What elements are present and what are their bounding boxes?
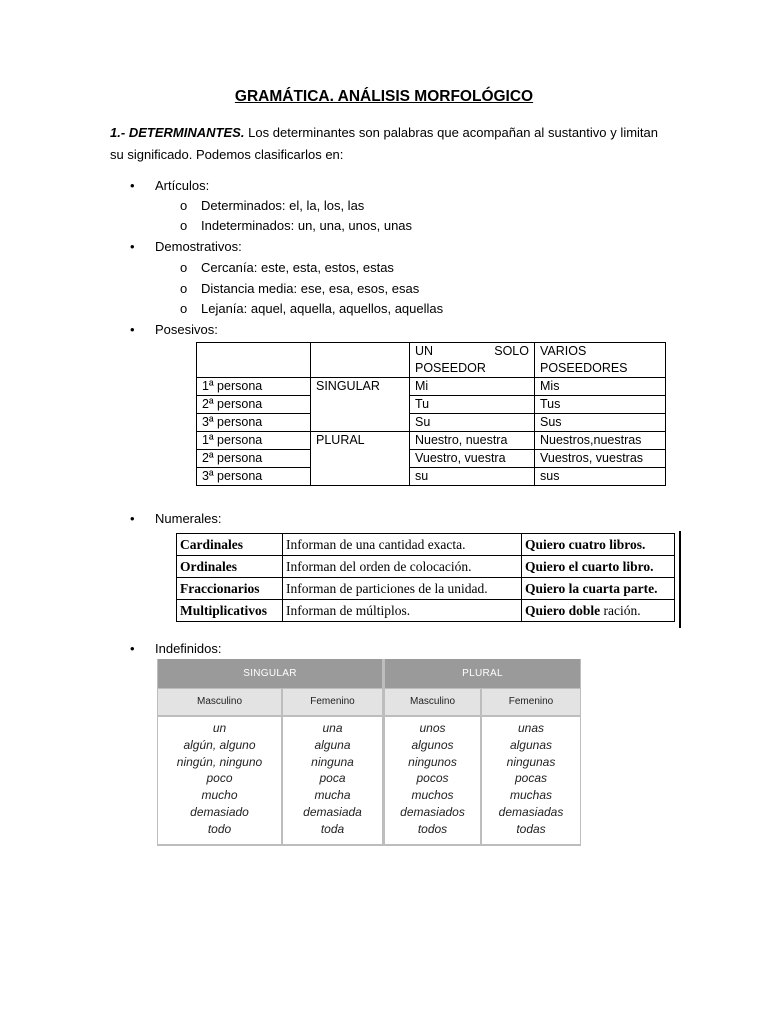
- bullet-icon: •: [130, 511, 135, 526]
- subheader-masculino: Masculino: [385, 689, 480, 715]
- header-line: [415, 343, 529, 360]
- sub-item-text: Lejanía: aquel, aquella, aquellos, aquellas: [201, 301, 444, 316]
- header-text: POSEEDOR: [415, 361, 486, 375]
- list-item: mucha: [314, 788, 351, 803]
- sub-item-text: Cercanía: este, esta, estos, estas: [201, 260, 394, 275]
- table-row: [177, 556, 675, 578]
- sub-item: [180, 259, 394, 277]
- table-row: [177, 600, 675, 622]
- table-cell: Cardinales: [177, 534, 283, 556]
- table-cell: Nuestro, nuestra: [410, 432, 535, 450]
- example-text: Quiero la cuarta parte.: [525, 581, 658, 596]
- subheader-masculino: Masculino: [158, 689, 281, 715]
- list-item: demasiadas: [498, 804, 564, 819]
- list-item: mucho: [201, 788, 238, 803]
- list-item: ninguna: [311, 754, 354, 769]
- example-text: Quiero cuatro libros.: [525, 537, 646, 552]
- sub-item-text: Indeterminados: un, una, unos, unas: [201, 218, 413, 233]
- table-cell: Sus: [535, 414, 666, 432]
- table-cell: Fraccionarios: [177, 578, 283, 600]
- list-item: algunos: [411, 737, 454, 752]
- sub-item: [180, 300, 443, 318]
- table-cell: Tus: [535, 396, 666, 414]
- subheader-femenino: Femenino: [482, 689, 580, 715]
- example-text: Quiero doble: [525, 603, 601, 618]
- header-text: UN: [415, 344, 434, 358]
- list-item: pocas: [514, 771, 548, 786]
- table-cell: Mi: [410, 378, 535, 396]
- sub-item-text: Determinados: el, la, los, las: [201, 198, 365, 213]
- bullet-icon: •: [130, 641, 135, 656]
- table-cell: [197, 343, 311, 378]
- table-cell: 1ª persona: [197, 432, 311, 450]
- table-cell: 3ª persona: [197, 414, 311, 432]
- list-item: unos: [419, 721, 446, 735]
- column-plural-masculino: [385, 717, 480, 844]
- list-item: demasiada: [303, 804, 362, 819]
- sub-item: [180, 217, 412, 235]
- posesivos-table: [196, 342, 666, 486]
- table-cell: [522, 578, 675, 600]
- table-row: [197, 396, 666, 414]
- example-text: ración.: [600, 603, 641, 618]
- bullet-icon: •: [130, 178, 135, 193]
- table-cell: [311, 343, 410, 378]
- table-cell: su: [410, 468, 535, 486]
- table-header-cell: [535, 343, 666, 378]
- list-item: pocos: [416, 771, 449, 786]
- table-cell: [522, 556, 675, 578]
- sub-item-text: Distancia media: ese, esa, esos, esas: [201, 281, 420, 296]
- list-item: algunas: [509, 737, 553, 752]
- header-text: POSEEDORES: [540, 361, 628, 375]
- table-cell: 2ª persona: [197, 396, 311, 414]
- intro-paragraph: [110, 122, 658, 166]
- bullet-label: Posesivos:: [155, 322, 218, 337]
- list-item: algún, alguno: [183, 737, 256, 752]
- circle-bullet-icon: o: [180, 218, 188, 233]
- list-item: ningunos: [408, 754, 457, 769]
- example-text: Quiero el cuarto libro.: [525, 559, 654, 574]
- table-shadow: [679, 531, 681, 628]
- column-plural-femenino: [482, 717, 580, 844]
- table-cell: Informan del orden de colocación.: [283, 556, 522, 578]
- list-item: una: [322, 721, 343, 735]
- list-item: unas: [517, 721, 545, 735]
- table-row: [197, 450, 666, 468]
- bullet-icon: •: [130, 239, 135, 254]
- column-singular-femenino: [283, 717, 382, 844]
- table-cell: Vuestros, vuestras: [535, 450, 666, 468]
- table-row: [177, 578, 675, 600]
- table-cell: Informan de una cantidad exacta.: [283, 534, 522, 556]
- table-cell: Vuestro, vuestra: [410, 450, 535, 468]
- table-row: [197, 432, 666, 450]
- table-cell: Su: [410, 414, 535, 432]
- list-item: alguna: [314, 737, 351, 752]
- bullet-label: Demostrativos:: [155, 239, 242, 254]
- table-row: [197, 414, 666, 432]
- circle-bullet-icon: o: [180, 281, 188, 296]
- table-cell: Multiplicativos: [177, 600, 283, 622]
- table-cell: sus: [535, 468, 666, 486]
- list-item: demasiado: [190, 804, 249, 819]
- table-cell: Mis: [535, 378, 666, 396]
- list-item: poca: [319, 771, 346, 786]
- list-item: muchas: [509, 788, 553, 803]
- circle-bullet-icon: o: [180, 301, 188, 316]
- header-plural: PLURAL: [385, 659, 580, 688]
- header-singular: SINGULAR: [158, 659, 382, 688]
- bullet-articulos: [130, 177, 209, 195]
- table-row: [177, 534, 675, 556]
- list-item: todos: [417, 821, 448, 836]
- subheader-femenino: Femenino: [283, 689, 382, 715]
- header-text: VARIOS: [540, 344, 587, 358]
- list-item: un: [212, 721, 227, 735]
- table-cell: Informan de particiones de la unidad.: [283, 578, 522, 600]
- list-item: poco: [206, 771, 233, 786]
- bullet-label: Indefinidos:: [155, 641, 222, 656]
- sub-item: [180, 280, 419, 298]
- indefinidos-table: [157, 659, 581, 846]
- list-item: muchos: [411, 788, 454, 803]
- table-cell: 1ª persona: [197, 378, 311, 396]
- table-cell: [522, 534, 675, 556]
- bullet-numerales: [130, 510, 221, 528]
- group-cell: PLURAL: [311, 432, 410, 486]
- table-cell: Nuestros,nuestras: [535, 432, 666, 450]
- list-item: todo: [207, 821, 232, 836]
- intro-text: Los determinantes son palabras que acompañan al sustantivo y limitan su significado. Podemos clasificarlos en:: [110, 125, 658, 162]
- list-item: todas: [516, 821, 546, 836]
- bullet-posesivos: [130, 321, 218, 339]
- bullet-icon: •: [130, 322, 135, 337]
- circle-bullet-icon: o: [180, 198, 188, 213]
- list-item: ningún, ninguno: [176, 754, 263, 769]
- list-item: demasiados: [400, 804, 465, 819]
- table-row: [197, 468, 666, 486]
- list-item: toda: [320, 821, 345, 836]
- table-cell: Tu: [410, 396, 535, 414]
- bullet-label: Artículos:: [155, 178, 210, 193]
- sub-item: [180, 197, 364, 215]
- table-row: [197, 378, 666, 396]
- circle-bullet-icon: o: [180, 260, 188, 275]
- table-cell: Informan de múltiplos.: [283, 600, 522, 622]
- bullet-indefinidos: [130, 640, 222, 658]
- table-cell: 3ª persona: [197, 468, 311, 486]
- table-header-cell: [410, 343, 535, 378]
- table-cell: Ordinales: [177, 556, 283, 578]
- bullet-label: Numerales:: [155, 511, 222, 526]
- table-row: [197, 343, 666, 378]
- column-singular-masculino: [158, 717, 281, 844]
- intro-heading: 1.- DETERMINANTES.: [110, 125, 245, 140]
- bullet-demostrativos: [130, 238, 242, 256]
- numerales-table: [176, 533, 675, 622]
- list-item: ningunas: [506, 754, 556, 769]
- table-cell: [522, 600, 675, 622]
- header-text: SOLO: [494, 344, 529, 358]
- table-cell: 2ª persona: [197, 450, 311, 468]
- page-title: GRAMÁTICA. ANÁLISIS MORFOLÓGICO: [234, 88, 534, 105]
- group-cell: SINGULAR: [311, 378, 410, 432]
